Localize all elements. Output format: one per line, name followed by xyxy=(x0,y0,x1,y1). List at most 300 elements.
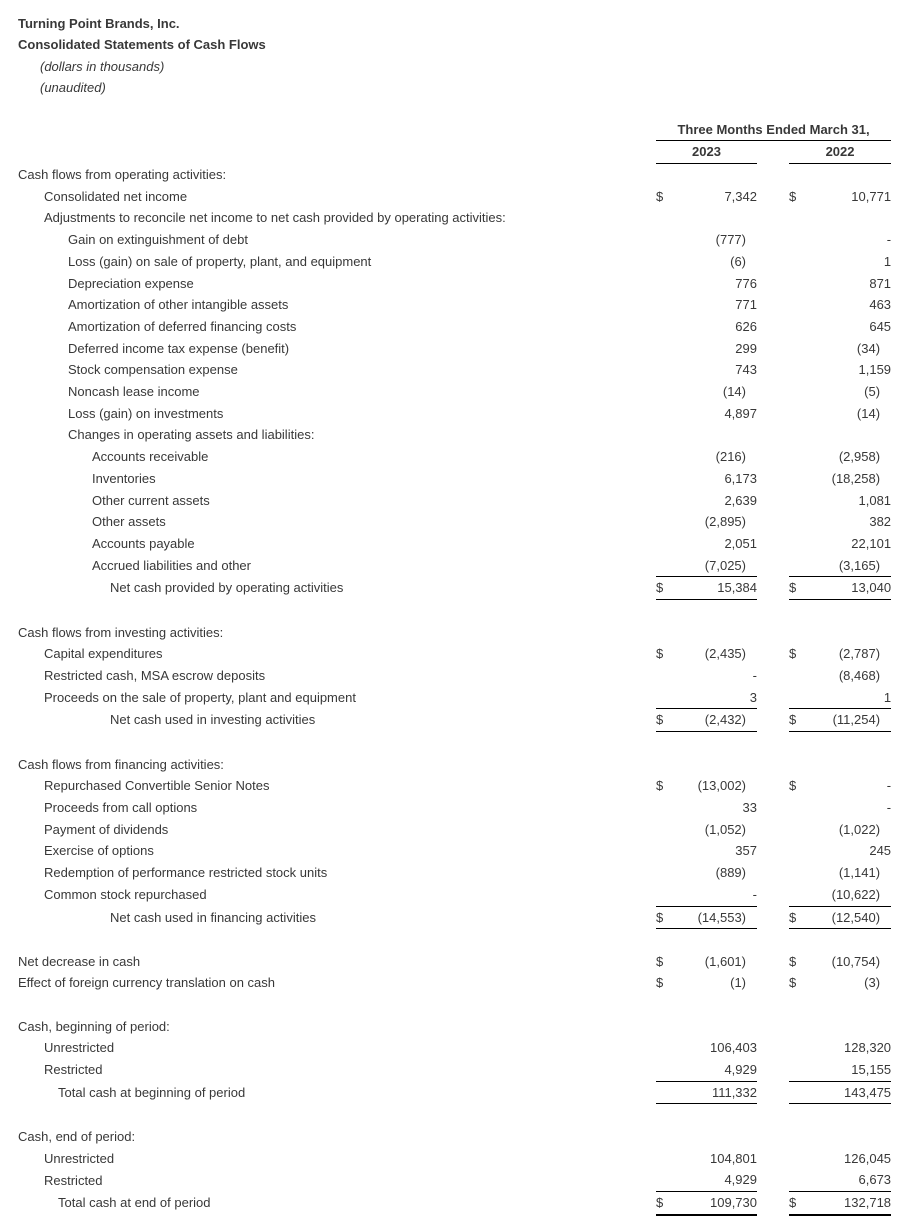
value-2022: (1,022) xyxy=(838,821,881,837)
document-header xyxy=(0,13,900,99)
value-2023: 111,332 xyxy=(676,1081,757,1104)
value-2023: (7,025) xyxy=(704,557,746,573)
currency-symbol-2022 xyxy=(789,490,809,512)
value-2022: 1 xyxy=(883,689,892,705)
row-label: Adjustments to reconcile net income to net cash provided by operating activities: xyxy=(44,210,506,226)
currency-symbol-2023 xyxy=(656,1169,676,1191)
currency-symbol-2023: $ xyxy=(656,646,664,662)
table-row xyxy=(0,775,891,797)
table-row xyxy=(0,207,891,229)
table-row xyxy=(0,381,891,403)
row-label: Unrestricted xyxy=(44,1040,115,1056)
table-row xyxy=(0,1059,891,1081)
column-gap xyxy=(757,709,789,732)
row-label: Cash flows from financing activities: xyxy=(18,756,224,772)
column-gap xyxy=(757,1192,789,1215)
row-label: Stock compensation expense xyxy=(68,362,238,378)
period-header: Three Months Ended March 31, xyxy=(656,119,891,141)
table-row xyxy=(0,359,891,381)
value-2022: (18,258) xyxy=(831,470,881,486)
row-label: Loss (gain) on sale of property, plant, and equipment xyxy=(68,253,372,269)
currency-symbol-2023 xyxy=(656,273,676,295)
value-2022 xyxy=(809,622,891,644)
table-row xyxy=(0,754,891,776)
currency-symbol-2023: $ xyxy=(656,975,664,991)
spacer-cell xyxy=(0,732,891,754)
currency-symbol-2023: $ xyxy=(656,953,664,969)
value-2023: 743 xyxy=(735,362,757,378)
currency-symbol-2023 xyxy=(656,468,676,490)
value-2023: 6,173 xyxy=(724,470,757,486)
column-gap xyxy=(757,555,789,577)
currency-symbol-2023 xyxy=(656,381,676,403)
value-2023 xyxy=(676,207,757,229)
column-gap xyxy=(757,294,789,316)
table-row xyxy=(0,294,891,316)
value-2022: (8,468) xyxy=(838,667,881,683)
currency-symbol-2022: $ xyxy=(789,975,797,991)
value-2023: 33 xyxy=(742,800,757,815)
value-2022: 15,155 xyxy=(851,1062,892,1078)
table-row xyxy=(0,511,891,533)
value-2022: 463 xyxy=(869,297,892,313)
table-row xyxy=(0,1148,891,1170)
row-label: Net cash provided by operating activities xyxy=(110,580,344,596)
column-gap xyxy=(757,1148,789,1170)
currency-symbol-2022 xyxy=(789,1148,809,1170)
currency-symbol-2022 xyxy=(789,229,809,251)
currency-symbol-2023 xyxy=(656,1126,676,1148)
row-label: Noncash lease income xyxy=(68,384,200,400)
value-2023: 109,730 xyxy=(676,1192,757,1215)
value-2022: 1,159 xyxy=(858,362,892,378)
units-note: (dollars in thousands) xyxy=(40,58,165,74)
table-row xyxy=(0,164,891,186)
currency-symbol-2022: $ xyxy=(789,577,809,600)
currency-symbol-2023 xyxy=(656,403,676,425)
value-2023: (14) xyxy=(722,384,746,400)
table-row xyxy=(0,338,891,360)
row-label: Payment of dividends xyxy=(44,821,169,837)
column-gap xyxy=(757,1169,789,1191)
currency-symbol-2022: $ xyxy=(789,188,797,204)
value-2022: 245 xyxy=(869,843,892,859)
value-2022: (14) xyxy=(856,405,881,421)
table-row xyxy=(0,819,891,841)
currency-symbol-2022 xyxy=(789,1059,809,1081)
table-row xyxy=(0,403,891,425)
value-2022 xyxy=(809,424,891,446)
column-gap xyxy=(757,511,789,533)
row-label: Deferred income tax expense (benefit) xyxy=(68,340,290,356)
currency-symbol-2023 xyxy=(656,338,676,360)
value-2022 xyxy=(809,1016,891,1038)
value-2022: - xyxy=(886,800,892,815)
row-label: Accounts payable xyxy=(92,535,195,551)
column-gap xyxy=(757,665,789,687)
currency-symbol-2022 xyxy=(789,884,809,906)
value-2022: - xyxy=(886,778,892,794)
column-gap xyxy=(757,797,789,819)
column-gap xyxy=(757,819,789,841)
value-2022: (1,141) xyxy=(838,865,881,881)
value-2022 xyxy=(809,207,891,229)
value-2022: 6,673 xyxy=(858,1172,892,1188)
value-2023: (2,895) xyxy=(704,514,746,530)
value-2022: 128,320 xyxy=(844,1040,892,1056)
value-2023 xyxy=(676,424,757,446)
currency-symbol-2022 xyxy=(789,797,809,819)
section-spacer xyxy=(0,1104,891,1126)
value-2022: (2,787) xyxy=(838,646,881,662)
currency-symbol-2022 xyxy=(789,338,809,360)
row-label: Proceeds on the sale of property, plant and equipment xyxy=(44,689,356,705)
table-row xyxy=(0,1037,891,1059)
row-label: Redemption of performance restricted stock units xyxy=(44,865,328,881)
column-gap xyxy=(757,186,789,208)
currency-symbol-2023 xyxy=(656,1016,676,1038)
table-row xyxy=(0,273,891,295)
value-2022 xyxy=(809,1126,891,1148)
row-label: Exercise of options xyxy=(44,843,154,859)
table-row xyxy=(0,186,891,208)
company-name: Turning Point Brands, Inc. xyxy=(18,16,180,31)
statement-title: Consolidated Statements of Cash Flows xyxy=(18,37,266,53)
currency-symbol-2022 xyxy=(789,316,809,338)
column-gap xyxy=(757,164,789,186)
table-row xyxy=(0,906,891,929)
currency-symbol-2022 xyxy=(789,1037,809,1059)
column-gap xyxy=(757,446,789,468)
period-header-row xyxy=(0,119,891,141)
currency-symbol-2022: $ xyxy=(789,953,797,969)
column-gap xyxy=(757,229,789,251)
value-2022: 645 xyxy=(869,318,892,334)
currency-symbol-2023: $ xyxy=(656,188,664,204)
spacer-cell xyxy=(0,929,891,951)
currency-symbol-2022 xyxy=(789,446,809,468)
column-gap xyxy=(757,141,789,164)
value-2023: 2,051 xyxy=(724,535,757,551)
table-row xyxy=(0,229,891,251)
year-2022-header: 2022 xyxy=(789,141,891,164)
value-2023: (14,553) xyxy=(676,906,757,929)
value-2022: - xyxy=(886,232,892,248)
value-2023: (1,601) xyxy=(704,953,746,969)
column-gap xyxy=(757,403,789,425)
value-2023: 3 xyxy=(749,689,757,705)
row-label: Accrued liabilities and other xyxy=(92,557,251,573)
currency-symbol-2023 xyxy=(656,251,676,273)
currency-symbol-2023: $ xyxy=(656,1192,676,1215)
table-row xyxy=(0,490,891,512)
value-2023: (777) xyxy=(715,232,746,248)
currency-symbol-2022 xyxy=(789,164,809,186)
column-gap xyxy=(757,424,789,446)
section-spacer xyxy=(0,994,891,1016)
value-2023: 626 xyxy=(735,318,757,334)
column-gap xyxy=(757,643,789,665)
row-label: Accounts receivable xyxy=(92,449,209,465)
currency-symbol-2022 xyxy=(789,381,809,403)
column-gap xyxy=(757,381,789,403)
value-2023: 2,639 xyxy=(724,492,757,508)
column-gap xyxy=(757,906,789,929)
column-gap xyxy=(757,251,789,273)
table-row xyxy=(0,424,891,446)
currency-symbol-2023 xyxy=(656,862,676,884)
row-label: Restricted xyxy=(44,1062,103,1078)
value-2023: (2,435) xyxy=(704,646,746,662)
row-label: Restricted cash, MSA escrow deposits xyxy=(44,667,266,683)
table-row xyxy=(0,840,891,862)
row-label: Gain on extinguishment of debt xyxy=(68,232,248,248)
table-row xyxy=(0,468,891,490)
currency-symbol-2022: $ xyxy=(789,778,797,794)
currency-symbol-2022 xyxy=(789,665,809,687)
spacer-cell xyxy=(0,600,891,622)
value-2023: (216) xyxy=(715,449,746,465)
column-gap xyxy=(757,775,789,797)
value-2022: 22,101 xyxy=(851,535,892,551)
currency-symbol-2023 xyxy=(656,1037,676,1059)
value-2023 xyxy=(676,164,757,186)
currency-symbol-2023 xyxy=(656,1081,676,1104)
label-column-blank xyxy=(0,141,656,164)
column-gap xyxy=(757,490,789,512)
unaudited-note: (unaudited) xyxy=(40,80,106,96)
currency-symbol-2022 xyxy=(789,424,809,446)
column-gap xyxy=(757,207,789,229)
column-gap xyxy=(757,862,789,884)
currency-symbol-2022 xyxy=(789,294,809,316)
column-gap xyxy=(757,1081,789,1104)
value-2023: - xyxy=(752,886,757,902)
column-gap xyxy=(757,1059,789,1081)
currency-symbol-2022 xyxy=(789,403,809,425)
value-2023: 15,384 xyxy=(676,577,757,600)
currency-symbol-2022 xyxy=(789,1081,809,1104)
currency-symbol-2022: $ xyxy=(789,1192,809,1215)
value-2023: 357 xyxy=(735,843,757,859)
currency-symbol-2023 xyxy=(656,446,676,468)
currency-symbol-2023 xyxy=(656,424,676,446)
value-2022: 382 xyxy=(869,514,892,530)
value-2023: 776 xyxy=(735,275,757,291)
value-2023: 771 xyxy=(735,297,757,313)
value-2022 xyxy=(809,754,891,776)
value-2023: 104,801 xyxy=(710,1150,757,1166)
row-label: Cash flows from investing activities: xyxy=(18,624,224,640)
row-label: Cash, beginning of period: xyxy=(18,1018,170,1034)
table-row xyxy=(0,1081,891,1104)
table-row xyxy=(0,643,891,665)
currency-symbol-2023 xyxy=(656,294,676,316)
currency-symbol-2022 xyxy=(789,468,809,490)
currency-symbol-2023 xyxy=(656,511,676,533)
table-row xyxy=(0,1126,891,1148)
currency-symbol-2022 xyxy=(789,555,809,577)
value-2023: 4,929 xyxy=(724,1062,757,1078)
currency-symbol-2023 xyxy=(656,840,676,862)
cash-flow-table-body xyxy=(0,164,891,1215)
table-row xyxy=(0,709,891,732)
value-2022: 132,718 xyxy=(809,1192,891,1215)
table-row xyxy=(0,884,891,906)
currency-symbol-2023 xyxy=(656,207,676,229)
table-row xyxy=(0,555,891,577)
value-2022: (12,540) xyxy=(809,906,891,929)
column-gap xyxy=(757,1037,789,1059)
value-2022: (10,622) xyxy=(831,886,881,902)
currency-symbol-2023 xyxy=(656,490,676,512)
column-gap xyxy=(757,972,789,994)
currency-symbol-2022 xyxy=(789,1016,809,1038)
currency-symbol-2022 xyxy=(789,207,809,229)
table-row xyxy=(0,1192,891,1215)
value-2023: 4,897 xyxy=(724,405,757,421)
value-2022: 126,045 xyxy=(844,1150,892,1166)
row-label: Proceeds from call options xyxy=(44,800,198,815)
value-2023 xyxy=(676,754,757,776)
currency-symbol-2022 xyxy=(789,840,809,862)
value-2023: 4,929 xyxy=(724,1172,757,1188)
currency-symbol-2022 xyxy=(789,622,809,644)
table-row xyxy=(0,972,891,994)
value-2022 xyxy=(809,164,891,186)
cash-flow-statement-table xyxy=(0,119,891,1216)
row-label: Restricted xyxy=(44,1172,103,1188)
table-row xyxy=(0,533,891,555)
column-gap xyxy=(757,884,789,906)
value-2022: (2,958) xyxy=(838,449,881,465)
row-label: Inventories xyxy=(92,470,156,486)
table-head xyxy=(0,119,891,164)
currency-symbol-2023: $ xyxy=(656,906,676,929)
value-2023: - xyxy=(752,667,757,683)
currency-symbol-2023 xyxy=(656,687,676,709)
currency-symbol-2022 xyxy=(789,687,809,709)
row-label: Cash flows from operating activities: xyxy=(18,166,227,182)
table-row xyxy=(0,446,891,468)
row-label: Cash, end of period: xyxy=(18,1128,136,1144)
table-row xyxy=(0,862,891,884)
column-gap xyxy=(757,273,789,295)
column-gap xyxy=(757,951,789,973)
currency-symbol-2022 xyxy=(789,862,809,884)
value-2023: (13,002) xyxy=(697,778,746,794)
currency-symbol-2022: $ xyxy=(789,709,809,732)
value-2023: (1,052) xyxy=(704,821,746,837)
value-2022: 1,081 xyxy=(858,492,892,508)
currency-symbol-2023 xyxy=(656,316,676,338)
spacer-cell xyxy=(0,994,891,1016)
column-gap xyxy=(757,577,789,600)
row-label: Changes in operating assets and liabilities: xyxy=(68,427,315,443)
value-2022: (5) xyxy=(864,384,881,400)
currency-symbol-2022 xyxy=(789,359,809,381)
row-label: Common stock repurchased xyxy=(44,887,207,903)
column-gap xyxy=(757,622,789,644)
value-2022: 143,475 xyxy=(809,1081,891,1104)
section-spacer xyxy=(0,929,891,951)
table-row xyxy=(0,1169,891,1191)
currency-symbol-2023 xyxy=(656,754,676,776)
currency-symbol-2023 xyxy=(656,884,676,906)
column-gap xyxy=(757,1016,789,1038)
column-gap xyxy=(757,840,789,862)
column-gap xyxy=(757,754,789,776)
currency-symbol-2023 xyxy=(656,819,676,841)
currency-symbol-2022 xyxy=(789,273,809,295)
value-2022: (10,754) xyxy=(831,953,881,969)
value-2022: 871 xyxy=(869,275,892,291)
row-label: Other assets xyxy=(92,514,166,530)
row-label: Net decrease in cash xyxy=(18,953,141,969)
currency-symbol-2023 xyxy=(656,229,676,251)
value-2022: 10,771 xyxy=(851,188,892,204)
table-row xyxy=(0,665,891,687)
currency-symbol-2022 xyxy=(789,1169,809,1191)
currency-symbol-2022 xyxy=(789,754,809,776)
row-label: Unrestricted xyxy=(44,1150,115,1166)
value-2022: (11,254) xyxy=(809,709,891,732)
table-row xyxy=(0,1016,891,1038)
table-row xyxy=(0,797,891,819)
currency-symbol-2023 xyxy=(656,797,676,819)
value-2022: 13,040 xyxy=(809,577,891,600)
value-2023: 106,403 xyxy=(710,1040,757,1056)
currency-symbol-2023: $ xyxy=(656,778,664,794)
table-row xyxy=(0,951,891,973)
column-gap xyxy=(757,1126,789,1148)
row-label: Amortization of deferred financing costs xyxy=(68,318,297,334)
value-2023: (1) xyxy=(730,975,746,991)
currency-symbol-2023: $ xyxy=(656,577,676,600)
currency-symbol-2022 xyxy=(789,533,809,555)
value-2023: 299 xyxy=(735,340,757,356)
currency-symbol-2022 xyxy=(789,1126,809,1148)
value-2023 xyxy=(676,622,757,644)
value-2022: (3) xyxy=(864,975,881,991)
row-label: Effect of foreign currency translation on cash xyxy=(18,975,276,991)
table-row xyxy=(0,687,891,709)
table-row xyxy=(0,577,891,600)
value-2023: 7,342 xyxy=(724,188,757,204)
currency-symbol-2023 xyxy=(656,665,676,687)
currency-symbol-2022: $ xyxy=(789,906,809,929)
row-label: Depreciation expense xyxy=(68,275,194,291)
value-2023: (6) xyxy=(730,253,746,269)
value-2022: (34) xyxy=(856,340,881,356)
column-gap xyxy=(757,338,789,360)
currency-symbol-2023 xyxy=(656,164,676,186)
table-row xyxy=(0,316,891,338)
value-2023 xyxy=(676,1126,757,1148)
section-spacer xyxy=(0,600,891,622)
row-label: Net cash used in investing activities xyxy=(110,712,316,728)
value-2023: (889) xyxy=(715,865,746,881)
section-spacer xyxy=(0,732,891,754)
table-row xyxy=(0,622,891,644)
row-label: Capital expenditures xyxy=(44,646,163,662)
currency-symbol-2022 xyxy=(789,511,809,533)
row-label: Amortization of other intangible assets xyxy=(68,297,289,313)
row-label: Loss (gain) on investments xyxy=(68,405,224,421)
currency-symbol-2023 xyxy=(656,622,676,644)
currency-symbol-2023 xyxy=(656,359,676,381)
table-row xyxy=(0,251,891,273)
